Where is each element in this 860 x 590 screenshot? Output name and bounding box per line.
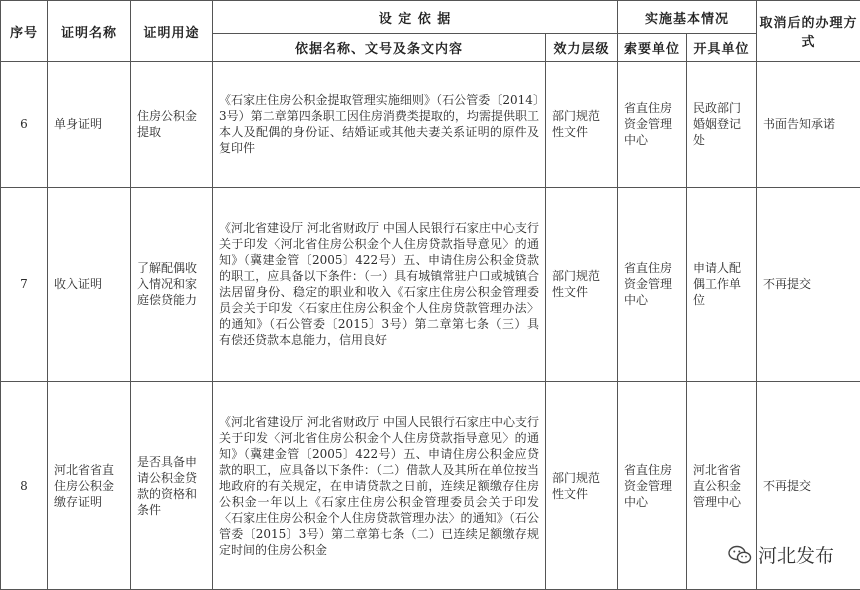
row-basis: 《河北省建设厅 河北省财政厅 中国人民银行石家庄中心支行关于印发〈河北省住房公积金个人住房贷款指导意见〉的通知》（冀建金管〔2005〕422号）五、申请住房公积金贷款的职工，应具备以下条件：（一）具有城镇常驻户口或城镇合法居留身份、稳定的职业和收入《石家庄住房公积金管理委员会关于印发〈石家庄住房公积金个人住房贷款管理办法〉的通知》（石公管委〔2015〕3号）第二章第七条（三）具有偿还贷款本息能力，信用良好 [213,187,546,382]
table-row [1,62,860,187]
header-row-1 [1,1,860,34]
watermark-text: 河北发布 [757,545,834,567]
row-name: 单身证明 [48,62,131,187]
row-basis: 《河北省建设厅 河北省财政厅 中国人民银行石家庄中心支行关于印发〈河北省住房公积金个人住房贷款指导意见〉的通知》（冀建金管〔2005〕422号）五、申请住房公积金应贷款的职工，应具备以下条件：（二）借款人及其所在单位按当地政府的有关规定，在申请贷款之日前，连续足额缴存住房公积金一年以上《石家庄住房公积金管理委员会关于印发〈石家庄住房公积金个人住房贷款管理办法〉的通知》（石公管委〔2015〕3号）第二章第七条（二）已连续足额缴存规定时间的住房公积金 [213,382,546,590]
row-basis: 《石家庄住房公积金提取管理实施细则》（石公管委〔2014〕3号）第二章第四条职工因住房消费类提取的，均需提供职工本人及配偶的身份证、结婚证或其他夫妻关系证明的原件及复印件 [213,62,546,187]
watermark [728,541,834,568]
row-request-unit: 省直住房资金管理中心 [618,382,687,590]
header-basis-detail: 依据名称、文号及条文内容 [213,34,546,62]
row-purpose: 是否具备申请公积金贷款的资格和条件 [131,382,213,590]
row-level: 部门规范性文件 [546,187,618,382]
row-issue-unit: 民政部门婚姻登记处 [687,62,757,187]
row-after-cancel: 不再提交 [757,187,860,382]
header-purpose: 证明用途 [131,1,213,62]
row-seq: 8 [1,382,48,590]
header-impl-group: 实施基本情况 [618,1,757,34]
row-after-cancel: 不再提交 [757,382,860,590]
row-name: 收入证明 [48,187,131,382]
row-seq: 6 [1,62,48,187]
row-issue-unit: 申请人配偶工作单位 [687,187,757,382]
table-row [1,187,860,382]
row-purpose: 住房公积金提取 [131,62,213,187]
row-request-unit: 省直住房资金管理中心 [618,62,687,187]
row-level: 部门规范性文件 [546,382,618,590]
header-request-unit: 索要单位 [618,34,687,62]
row-request-unit: 省直住房资金管理中心 [618,187,687,382]
row-after-cancel: 书面告知承诺 [757,62,860,187]
header-after-cancel: 取消后的办理方式 [757,1,860,62]
header-name: 证明名称 [48,1,131,62]
header-level: 效力层级 [546,34,618,62]
header-basis-group: 设 定 依 据 [213,1,618,34]
header-seq: 序号 [1,1,48,62]
row-name: 河北省省直住房公积金缴存证明 [48,382,131,590]
row-purpose: 了解配偶收入情况和家庭偿贷能力 [131,187,213,382]
row-seq: 7 [1,187,48,382]
header-issue-unit: 开具单位 [687,34,757,62]
row-level: 部门规范性文件 [546,62,618,187]
wechat-icon [728,545,752,565]
row-issue-unit: 河北省省直公积金管理中心 [687,382,757,590]
